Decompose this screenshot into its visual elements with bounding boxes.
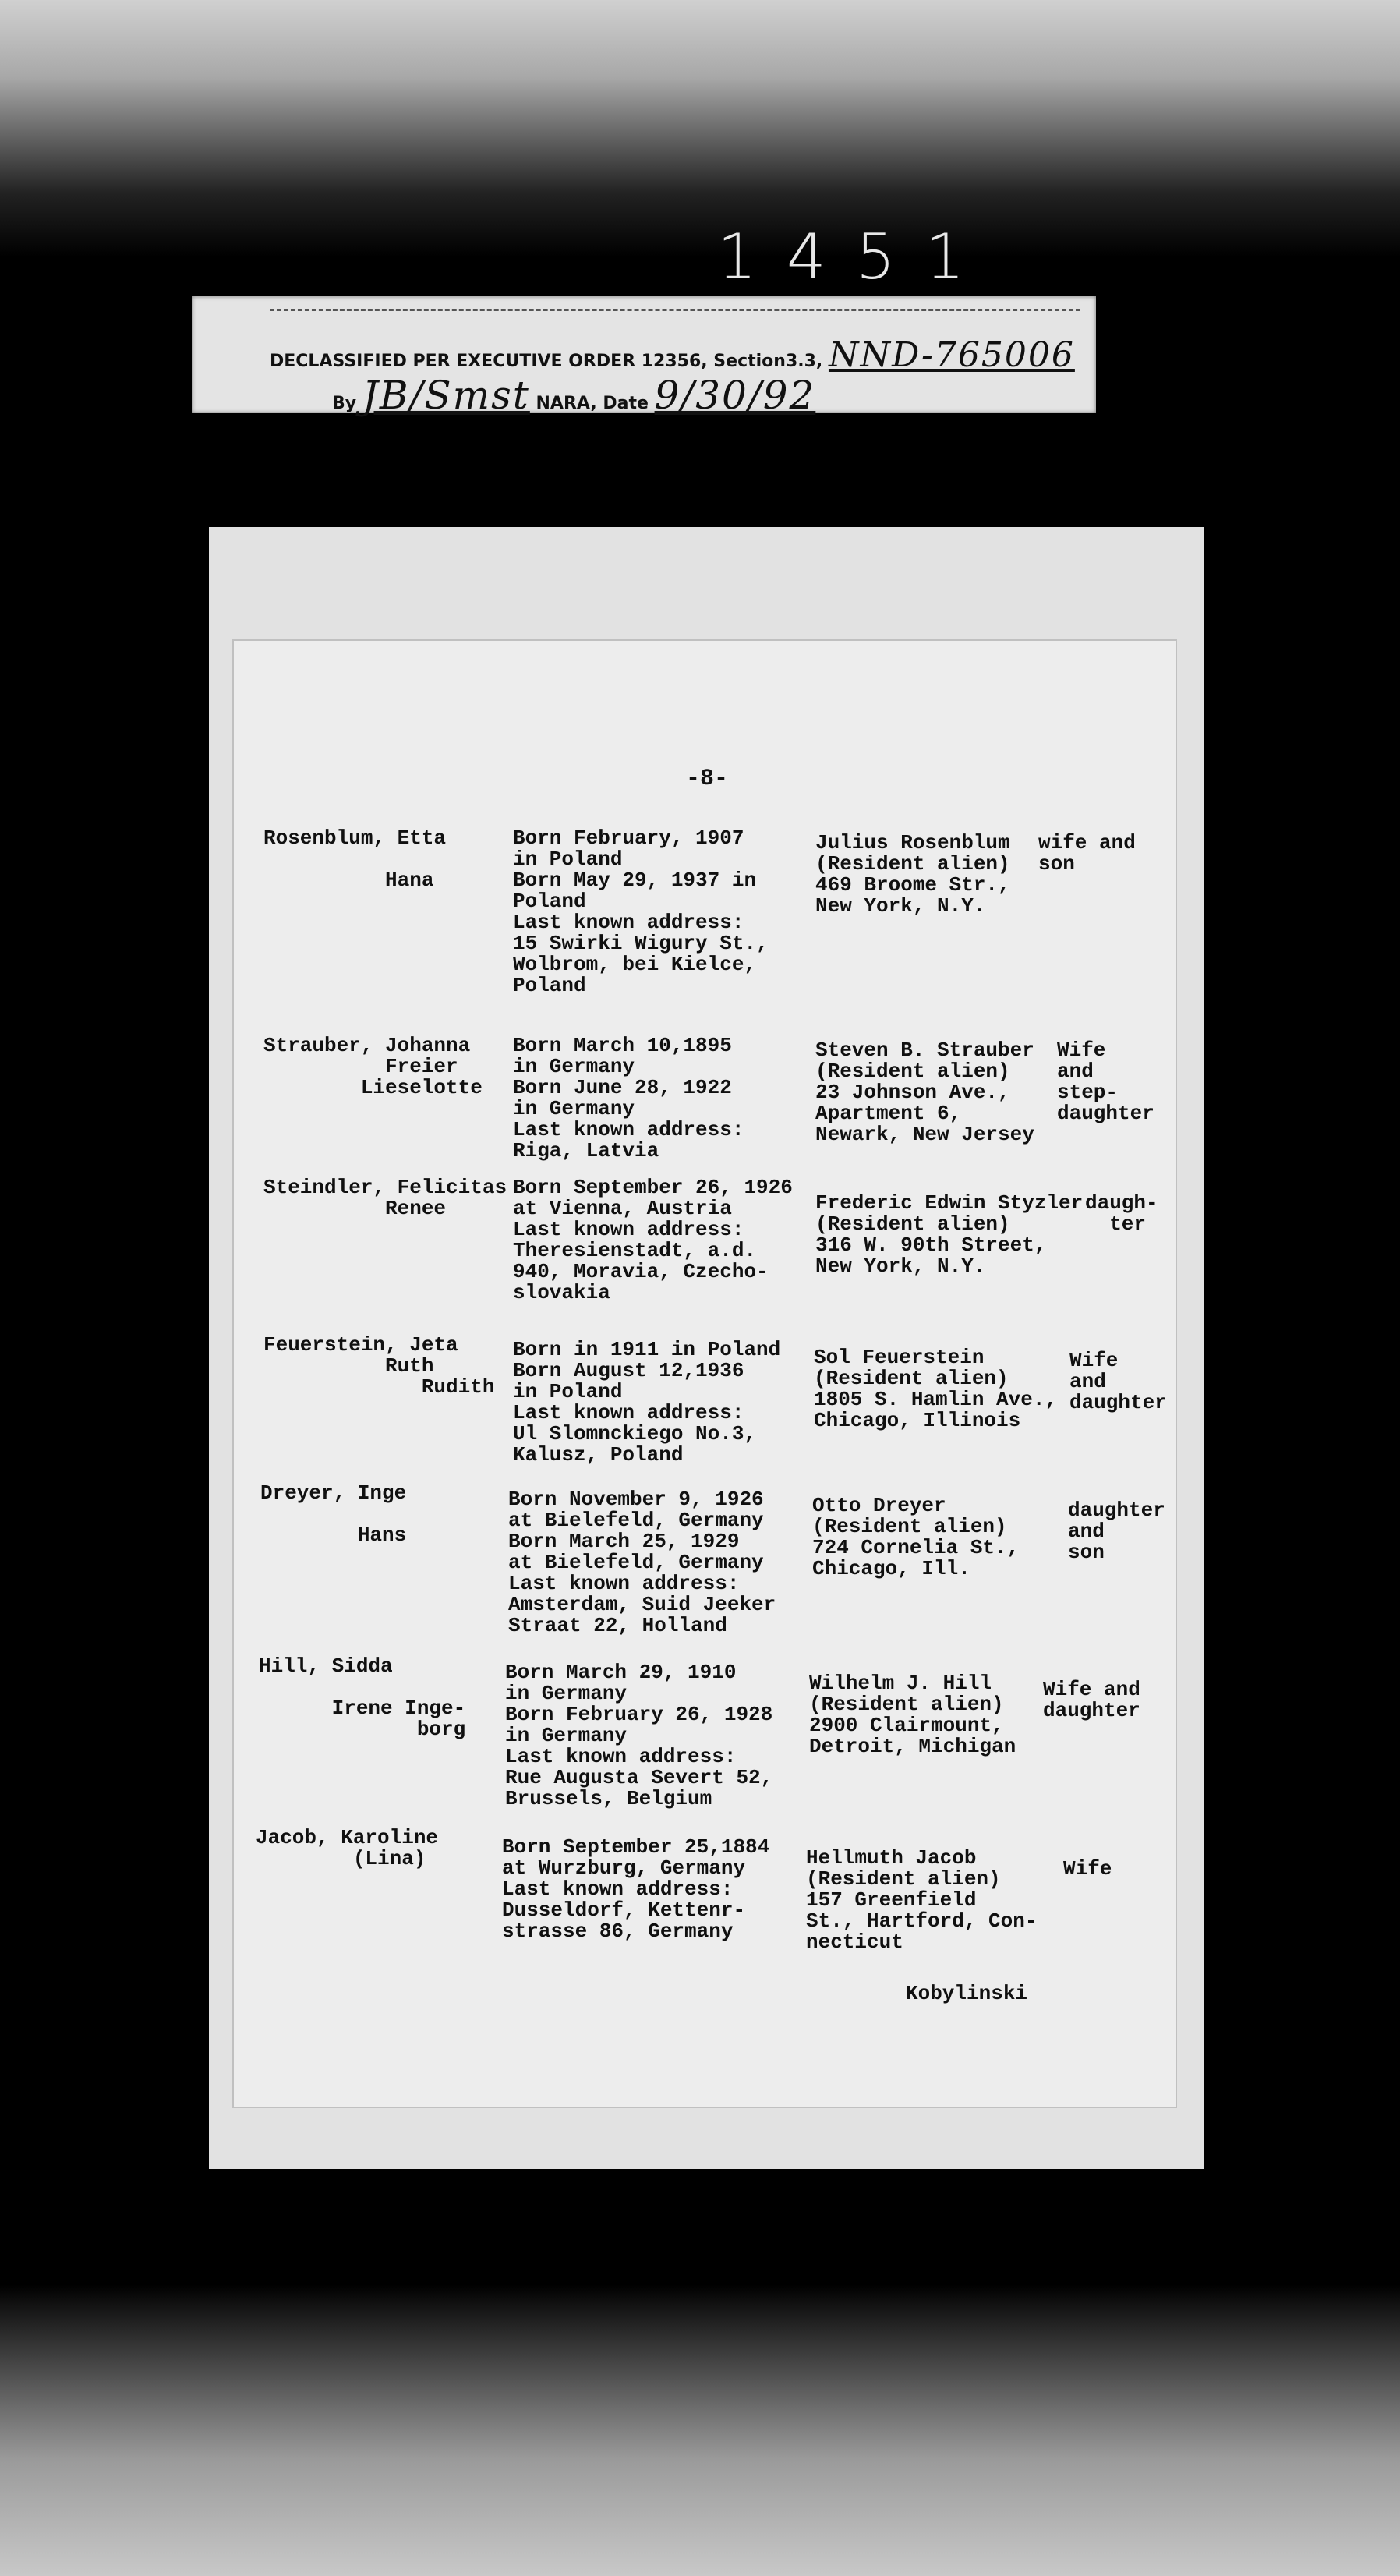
entry-relation: Wife and step- daughter	[1057, 1039, 1154, 1125]
declassification-stamp	[192, 296, 1096, 418]
entry-sponsor: Steven B. Strauber (Resident alien) 23 Johnson Ave., Apartment 6, Newark, New Jersey	[815, 1039, 1034, 1146]
signature: Kobylinski	[906, 1982, 1028, 2005]
entry-sponsor: Julius Rosenblum (Resident alien) 469 Broome Str., New York, N.Y.	[815, 831, 1010, 918]
entry-names: Dreyer, Inge Hans	[260, 1481, 407, 1547]
entry-names: Feuerstein, Jeta Ruth Rudith	[263, 1333, 495, 1399]
entry-relation: daugh- ter	[1085, 1191, 1158, 1236]
entry-details: Born February, 1907 in Poland Born May 29, 1937 in Poland Last known address: 15 Swirki Wigury St., Wolbrom, bei Kielce, Poland	[513, 826, 769, 997]
entry-names: Hill, Sidda Irene Inge- borg	[259, 1654, 466, 1741]
entry-sponsor: Wilhelm J. Hill (Resident alien) 2900 Clairmount, Detroit, Michigan	[809, 1672, 1016, 1758]
reviewer-initials: JB/Smst	[362, 373, 530, 418]
declassification-line	[270, 335, 1075, 375]
declassification-reference: NND-765006	[828, 335, 1075, 375]
film-top-edge	[0, 0, 1400, 257]
declassification-order-text: DECLASSIFIED PER EXECUTIVE ORDER 12356, Section3.3,	[270, 352, 823, 371]
entry-names: Steindler, Felicitas Renee	[263, 1176, 507, 1220]
declassification-by-line	[332, 373, 815, 418]
entry-sponsor: Frederic Edwin Styzler (Resident alien) 316 W. 90th Street, New York, N.Y.	[815, 1191, 1084, 1278]
stamp-dashed-rule	[270, 309, 1080, 311]
entry-sponsor: Otto Dreyer (Resident alien) 724 Cornelia St., Chicago, Ill.	[812, 1494, 1020, 1580]
entry-relation: daughter and son	[1068, 1499, 1165, 1564]
entry-details: Born March 10,1895 in Germany Born June 28, 1922 in Germany Last known address: Riga, Latvia	[513, 1034, 744, 1162]
entry-details: Born September 26, 1926 at Vienna, Austria Last known address: Theresienstadt, a.d. 940, Moravia, Czecho- slovakia	[513, 1176, 793, 1304]
entry-details: Born November 9, 1926 at Bielefeld, Germany Born March 25, 1929 at Bielefeld, Germany Last known address: Amsterdam, Suid Jeeker Straat 22, Holland	[508, 1488, 776, 1637]
entry-details: Born in 1911 in Poland Born August 12,1936 in Poland Last known address: Ul Slomnckiego No.3, Kalusz, Poland	[513, 1338, 781, 1467]
frame-number: 1451	[717, 221, 995, 293]
by-label: By	[332, 394, 357, 413]
entry-names: Jacob, Karoline (Lina)	[256, 1826, 439, 1870]
nara-date-label: NARA, Date	[536, 394, 649, 413]
entry-relation: Wife and daughter	[1043, 1678, 1140, 1722]
entry-sponsor: Hellmuth Jacob (Resident alien) 157 Greenfield St., Hartford, Con- necticut	[806, 1846, 1038, 1954]
entry-sponsor: Sol Feuerstein (Resident alien) 1805 S. Hamlin Ave., Chicago, Illinois	[814, 1346, 1058, 1432]
film-bottom-edge	[0, 2284, 1400, 2576]
entry-relation: Wife and daughter	[1069, 1349, 1167, 1414]
entry-relation: Wife	[1063, 1857, 1112, 1881]
entry-details: Born March 29, 1910 in Germany Born February 26, 1928 in Germany Last known address: Rue Augusta Severt 52, Brussels, Belgium	[505, 1661, 773, 1810]
entry-names: Strauber, Johanna Freier Lieselotte	[263, 1034, 483, 1099]
declassification-date: 9/30/92	[654, 373, 816, 418]
entry-relation: wife and son	[1038, 831, 1136, 876]
page-number: -8-	[686, 766, 729, 792]
entry-names: Rosenblum, Etta Hana	[263, 826, 447, 892]
entry-details: Born September 25,1884 at Wurzburg, Germany Last known address: Dusseldorf, Kettenr- strasse 86, Germany	[502, 1835, 770, 1943]
